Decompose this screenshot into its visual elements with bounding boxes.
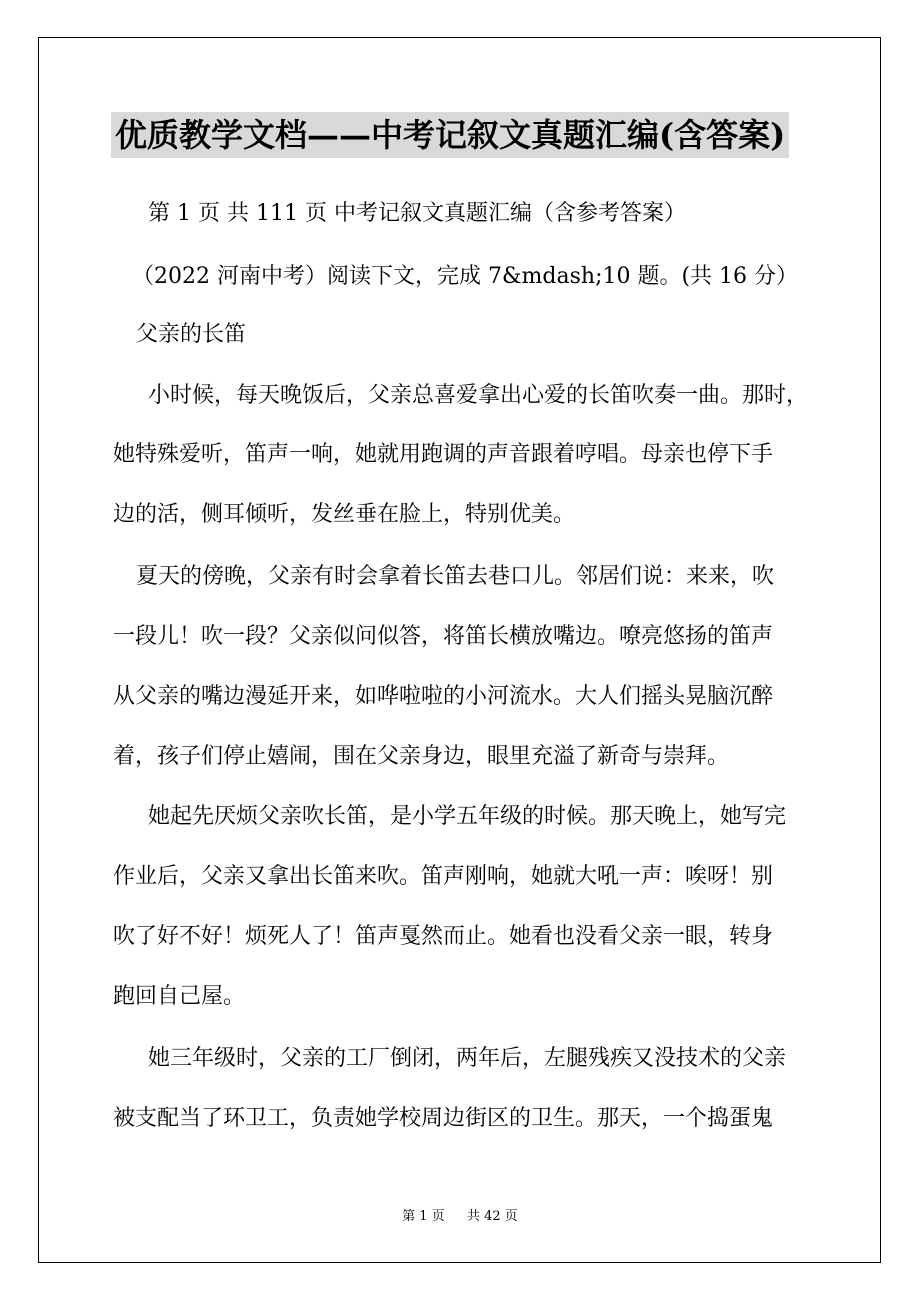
text-line: 父亲的长笛	[136, 322, 247, 347]
footer-page-total: 共 42 页	[467, 1209, 518, 1224]
footer-page-number: 第 1 页	[402, 1209, 445, 1224]
text-line: 从父亲的嘴边漫延开来，如哗啦啦的小河流水。大人们摇头晃脑沉醉	[113, 684, 774, 709]
document-title: 优质教学文档——中考记叙文真题汇编(含答案)	[111, 112, 789, 158]
text-line: 夏天的傍晚，父亲有时会拿着长笛去巷口儿。邻居们说：来来，吹	[136, 564, 775, 589]
text-line: （2022 河南中考）阅读下文，完成 7&mdash;10 题。(共 16 分）	[132, 264, 799, 289]
text-line: 第 1 页 共 111 页 中考记叙文真题汇编（含参考答案）	[148, 201, 686, 226]
text-line: 着，孩子们停止嬉闹，围在父亲身边，眼里充溢了新奇与崇拜。	[113, 744, 730, 769]
text-line: 她起先厌烦父亲吹长笛，是小学五年级的时候。那天晚上，她写完	[148, 804, 787, 829]
text-line: 跑回自己屋。	[113, 984, 246, 1009]
text-line: 边的活，侧耳倾听，发丝垂在脸上，特别优美。	[113, 502, 576, 527]
text-line: 她特殊爱听，笛声一响，她就用跑调的声音跟着哼唱。母亲也停下手	[113, 442, 774, 467]
text-line: 作业后，父亲又拿出长笛来吹。笛声刚响，她就大吼一声：唉呀！别	[113, 864, 774, 889]
text-line: 吹了好不好！烦死人了！笛声戛然而止。她看也没看父亲一眼，转身	[113, 924, 774, 949]
text-line: 一段儿！吹一段？父亲似问似答，将笛长横放嘴边。嘹亮悠扬的笛声	[113, 624, 774, 649]
page-footer	[0, 1205, 920, 1224]
text-line: 她三年级时，父亲的工厂倒闭，两年后，左腿残疾又没技术的父亲	[148, 1046, 787, 1071]
text-line: 被支配当了环卫工，负责她学校周边街区的卫生。那天，一个捣蛋鬼	[113, 1106, 774, 1131]
text-line: 小时候，每天晚饭后，父亲总喜爱拿出心爱的长笛吹奏一曲。那时，	[148, 383, 809, 408]
